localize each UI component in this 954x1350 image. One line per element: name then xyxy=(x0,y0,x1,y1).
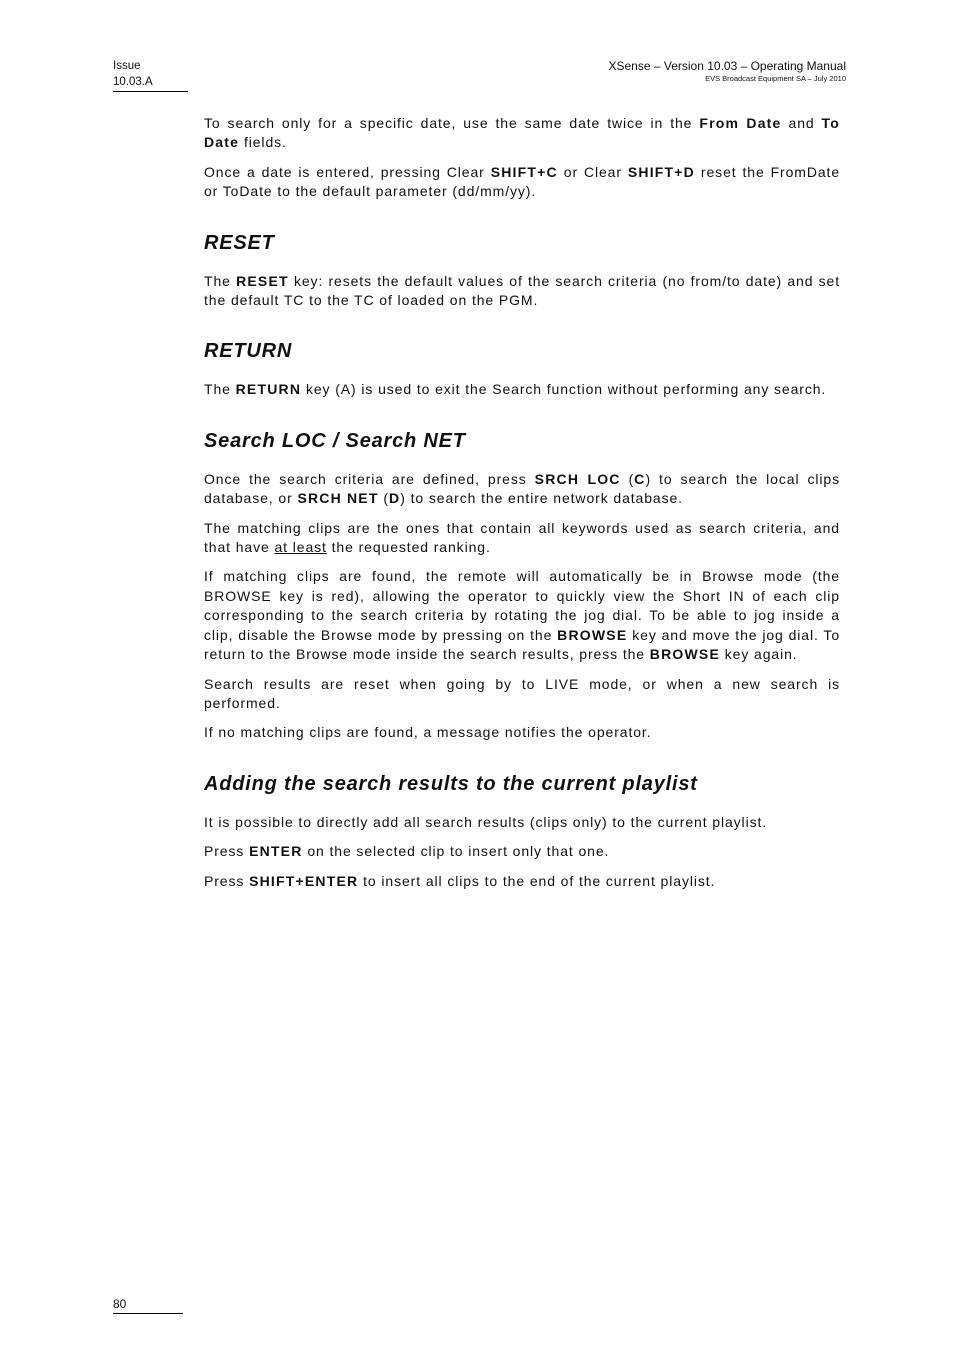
header-manual xyxy=(609,58,847,84)
section-heading-search xyxy=(204,429,840,453)
publisher-line: EVS Broadcast Equipment SA – July 2010 xyxy=(705,74,846,83)
search-paragraph-2: The matching clips are the ones that contain all keywords used as search criteria, and that have at least the requested ranking. xyxy=(204,519,840,556)
adding-paragraph-1: It is possible to directly add all search results (clips only) to the current playlist. xyxy=(204,813,768,830)
search-paragraph-5: If no matching clips are found, a message notifies the operator. xyxy=(204,724,652,741)
section-heading-adding xyxy=(204,772,840,796)
heading-return: RETURN xyxy=(204,340,293,363)
header-issue xyxy=(113,58,188,92)
page-number: 80 xyxy=(113,1296,183,1314)
page-content xyxy=(204,114,840,901)
section-heading-return xyxy=(204,339,840,363)
heading-search-loc-net: Search LOC / Search NET xyxy=(204,429,466,452)
return-paragraph: The RETURN key (A) is used to exit the Search function without performing any search. xyxy=(204,381,827,398)
issue-label: Issue xyxy=(113,60,141,72)
issue-number: 10.03.A xyxy=(113,76,153,88)
section-heading-reset xyxy=(204,231,840,255)
reset-paragraph: The RESET key: resets the default values of the search criteria (no from/to date) and set the default TC to the TC of loaded on the PGM. xyxy=(204,272,840,309)
heading-reset: RESET xyxy=(204,231,275,254)
intro-paragraph-1: To search only for a specific date, use the same date twice in the From Date and To Date fields. xyxy=(204,115,840,151)
adding-paragraph-3: Press SHIFT+ENTER to insert all clips to the end of the current playlist. xyxy=(204,872,716,889)
heading-adding-results: Adding the search results to the current playlist xyxy=(204,772,698,795)
search-paragraph-4: Search results are reset when going by to LIVE mode, or when a new search is performed. xyxy=(204,675,840,711)
search-paragraph-1: Once the search criteria are defined, press SRCH LOC (C) to search the local clips database, or SRCH NET (D) to search the entire network database. xyxy=(204,470,840,507)
search-paragraph-3: If matching clips are found, the remote will automatically be in Browse mode (the BROWSE key is red), allowing the operator to quickly view the Short IN of each clip corresponding to the search criteria by rotating the jog dial. To be able to jog inside a clip, disable the Browse mode by pressing on the BROWSE key and move the jog dial. To return to the Browse mode inside the search results, press the BROWSE key again. xyxy=(204,568,841,663)
adding-paragraph-2: Press ENTER on the selected clip to insert only that one. xyxy=(204,843,610,860)
manual-title: XSense – Version 10.03 – Operating Manual xyxy=(608,59,846,73)
intro-paragraph-2: Once a date is entered, pressing Clear SHIFT+C or Clear SHIFT+D reset the FromDate or ToDate to the default parameter (dd/mm/yy). xyxy=(204,163,841,200)
